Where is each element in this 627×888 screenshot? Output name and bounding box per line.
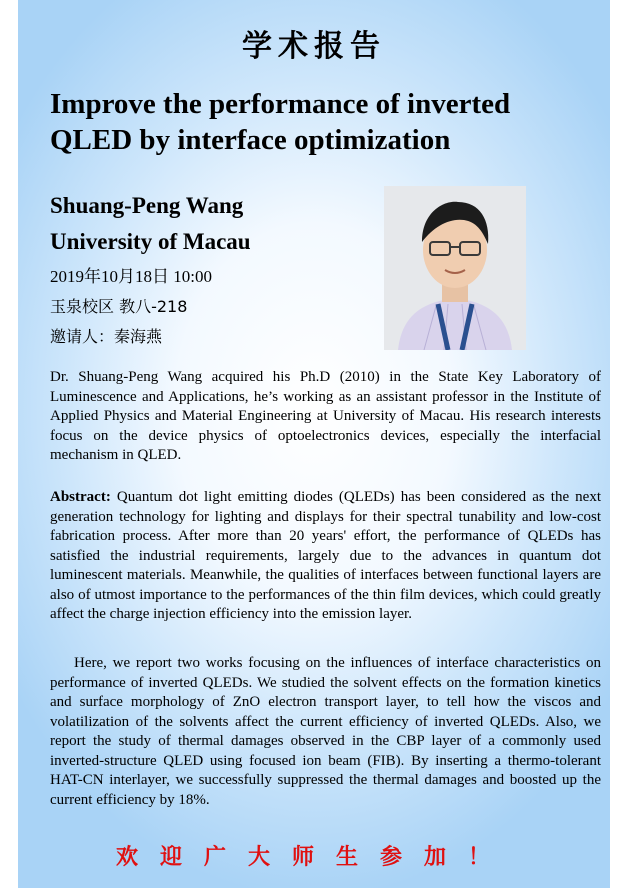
abstract (50, 488, 601, 625)
talk-title: Improve the performance of inverted QLED by interface optimization (50, 88, 511, 156)
speaker-affiliation: University of Macau (50, 229, 251, 254)
abstract-paragraph-2: Here, we report two works focusing on the influences of interface characteristics on performance of inverted QLEDs. We studied the solvent effects on the formation kinetics and surface morphology of ZnO electron transport layer, to tell how the viscos and volatilization of the solvents affect the current efficiency of inverted QLEDs. Also, we report the study of thermal damages observed in the CBP layer of a commonly used inverted-structure QLED using focused ion beam (FIB). By inserting a thermo-tolerant HAT-CN interlayer, we successfully suppressed the thermal damages and boosted up the current efficiency by 18%. (50, 655, 601, 808)
footer-welcome: 欢迎广大师生参加！ (115, 845, 512, 870)
talk-host: 邀请人：秦海燕 (50, 327, 163, 346)
speaker-photo (384, 186, 526, 350)
abstract-text: Quantum dot light emitting diodes (QLEDs) has been considered as the next generation technology for lighting and displays for their spectral tunability and low-cost fabrication process. After more than 20 years' effort, the performance of QLEDs has satisfied the industrial requirements, largely due to the advances in quantum dot luminescent materials. Meanwhile, the qualities of interfaces between functional layers are also of utmost importance to the performances of the thin film devices, which could greatly affect the charge injection efficiency into the emission layer. (50, 489, 601, 622)
talk-datetime: 2019年10月18日 10:00 (50, 267, 212, 286)
talk-venue: 玉泉校区 教八-218 (50, 297, 188, 316)
speaker-bio: Dr. Shuang-Peng Wang acquired his Ph.D (2010) in the State Key Laboratory of Luminescence and Applications, he’s working as an assistant professor in the Institute of Applied Physics and Material Engineering at University of Macau. His research interests focus on the device physics of optoelectronics devices, especially the interfacial mechanism in QLED. (50, 369, 601, 463)
speaker-portrait-icon (384, 186, 526, 350)
header-title: 学术报告 (242, 29, 386, 64)
speaker-info (50, 188, 370, 352)
poster (18, 0, 610, 888)
speaker-name: Shuang-Peng Wang (50, 193, 244, 218)
abstract-label: Abstract: (50, 489, 111, 505)
